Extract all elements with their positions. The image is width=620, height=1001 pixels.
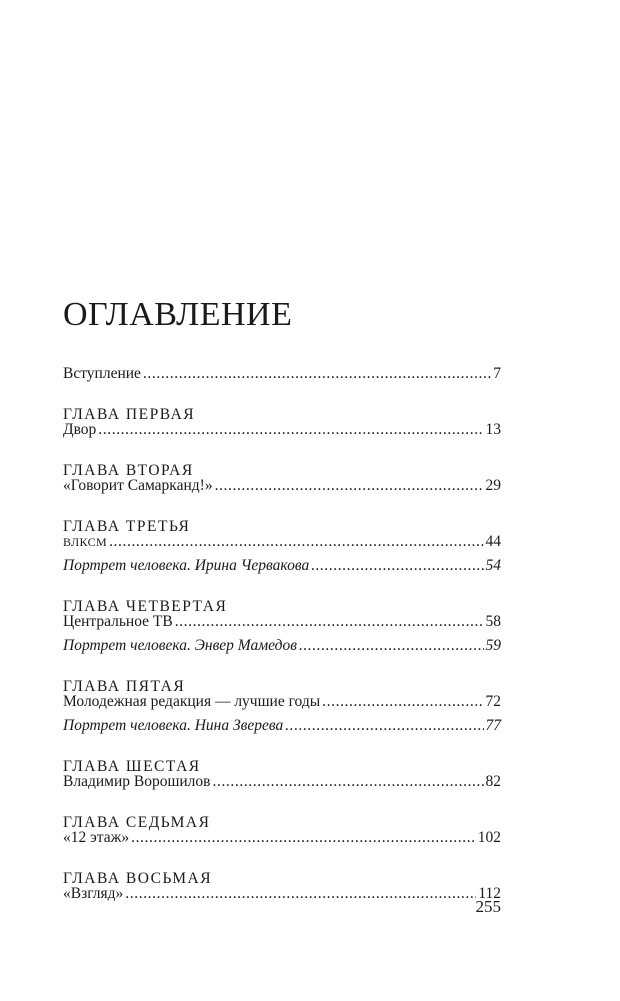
toc-entry-page: 29 [485, 477, 501, 494]
toc-entry[interactable] [63, 422, 501, 446]
toc-entry-title: Молодежная редакция — лучшие годы [63, 693, 321, 710]
toc-entry-title: «12 этаж» [63, 829, 130, 846]
toc-entry-page: 82 [485, 773, 501, 790]
dot-leader [213, 774, 484, 790]
table-of-contents [63, 366, 501, 910]
dot-leader [143, 366, 491, 382]
toc-entry[interactable] [63, 534, 501, 558]
toc-entry-title: ВЛКСМ [63, 535, 108, 549]
page-title: ОГЛАВЛЕНИЕ [63, 296, 293, 333]
toc-entry[interactable] [63, 886, 501, 910]
toc-entry-title: Портрет человека. Энвер Мамедов [63, 637, 297, 654]
toc-entry-page: 112 [478, 885, 501, 902]
dot-leader [285, 718, 483, 734]
toc-entry-page: 44 [485, 533, 501, 550]
toc-entry-title: «Говорит Самарканд!» [63, 477, 213, 494]
toc-entry-title: Вступление [63, 365, 141, 382]
dot-leader [98, 422, 483, 438]
toc-entry-title: Портрет человека. Ирина Червакова [63, 557, 310, 574]
dot-leader [322, 694, 483, 710]
toc-entry-title: Владимир Ворошилов [63, 773, 211, 790]
toc-entry-title: Портрет человека. Нина Зверева [63, 717, 284, 734]
toc-entry-page: 58 [485, 613, 501, 630]
toc-entry-page: 7 [493, 365, 501, 382]
chapter-heading-7: ГЛАВА СЕДЬМАЯ [63, 813, 211, 831]
toc-entry-portrait[interactable] [63, 638, 501, 662]
toc-entry-portrait[interactable] [63, 558, 501, 582]
toc-entry-title: Двор [63, 421, 97, 438]
toc-entry[interactable] [63, 694, 501, 718]
chapter-heading-2: ГЛАВА ВТОРАЯ [63, 461, 194, 479]
dot-leader [131, 830, 476, 846]
toc-entry-page: 13 [485, 421, 501, 438]
toc-entry[interactable] [63, 614, 501, 638]
dot-leader [109, 534, 483, 550]
toc-entry-title: «Взгляд» [63, 885, 124, 902]
toc-entry-title: Центральное ТВ [63, 613, 173, 630]
toc-entry-intro[interactable] [63, 366, 501, 390]
toc-entry[interactable] [63, 830, 501, 854]
toc-entry-page: 72 [485, 693, 501, 710]
toc-entry[interactable] [63, 774, 501, 798]
toc-entry-page: 102 [477, 829, 501, 846]
dot-leader [299, 638, 484, 654]
toc-entry-portrait[interactable] [63, 718, 501, 742]
chapter-heading-3: ГЛАВА ТРЕТЬЯ [63, 517, 191, 535]
toc-entry[interactable] [63, 478, 501, 502]
dot-leader [175, 614, 484, 630]
chapter-heading-8: ГЛАВА ВОСЬМАЯ [63, 869, 213, 887]
toc-entry-page: 54 [485, 557, 501, 574]
chapter-heading-1: ГЛАВА ПЕРВАЯ [63, 405, 196, 423]
toc-entry-page: 77 [485, 717, 501, 734]
dot-leader [125, 886, 476, 902]
chapter-heading-5: ГЛАВА ПЯТАЯ [63, 677, 186, 695]
dot-leader [311, 558, 483, 574]
dot-leader [215, 478, 484, 494]
chapter-heading-4: ГЛАВА ЧЕТВЕРТАЯ [63, 597, 228, 615]
page-number: 255 [475, 897, 501, 916]
toc-entry-page: 59 [485, 637, 501, 654]
chapter-heading-6: ГЛАВА ШЕСТАЯ [63, 757, 201, 775]
